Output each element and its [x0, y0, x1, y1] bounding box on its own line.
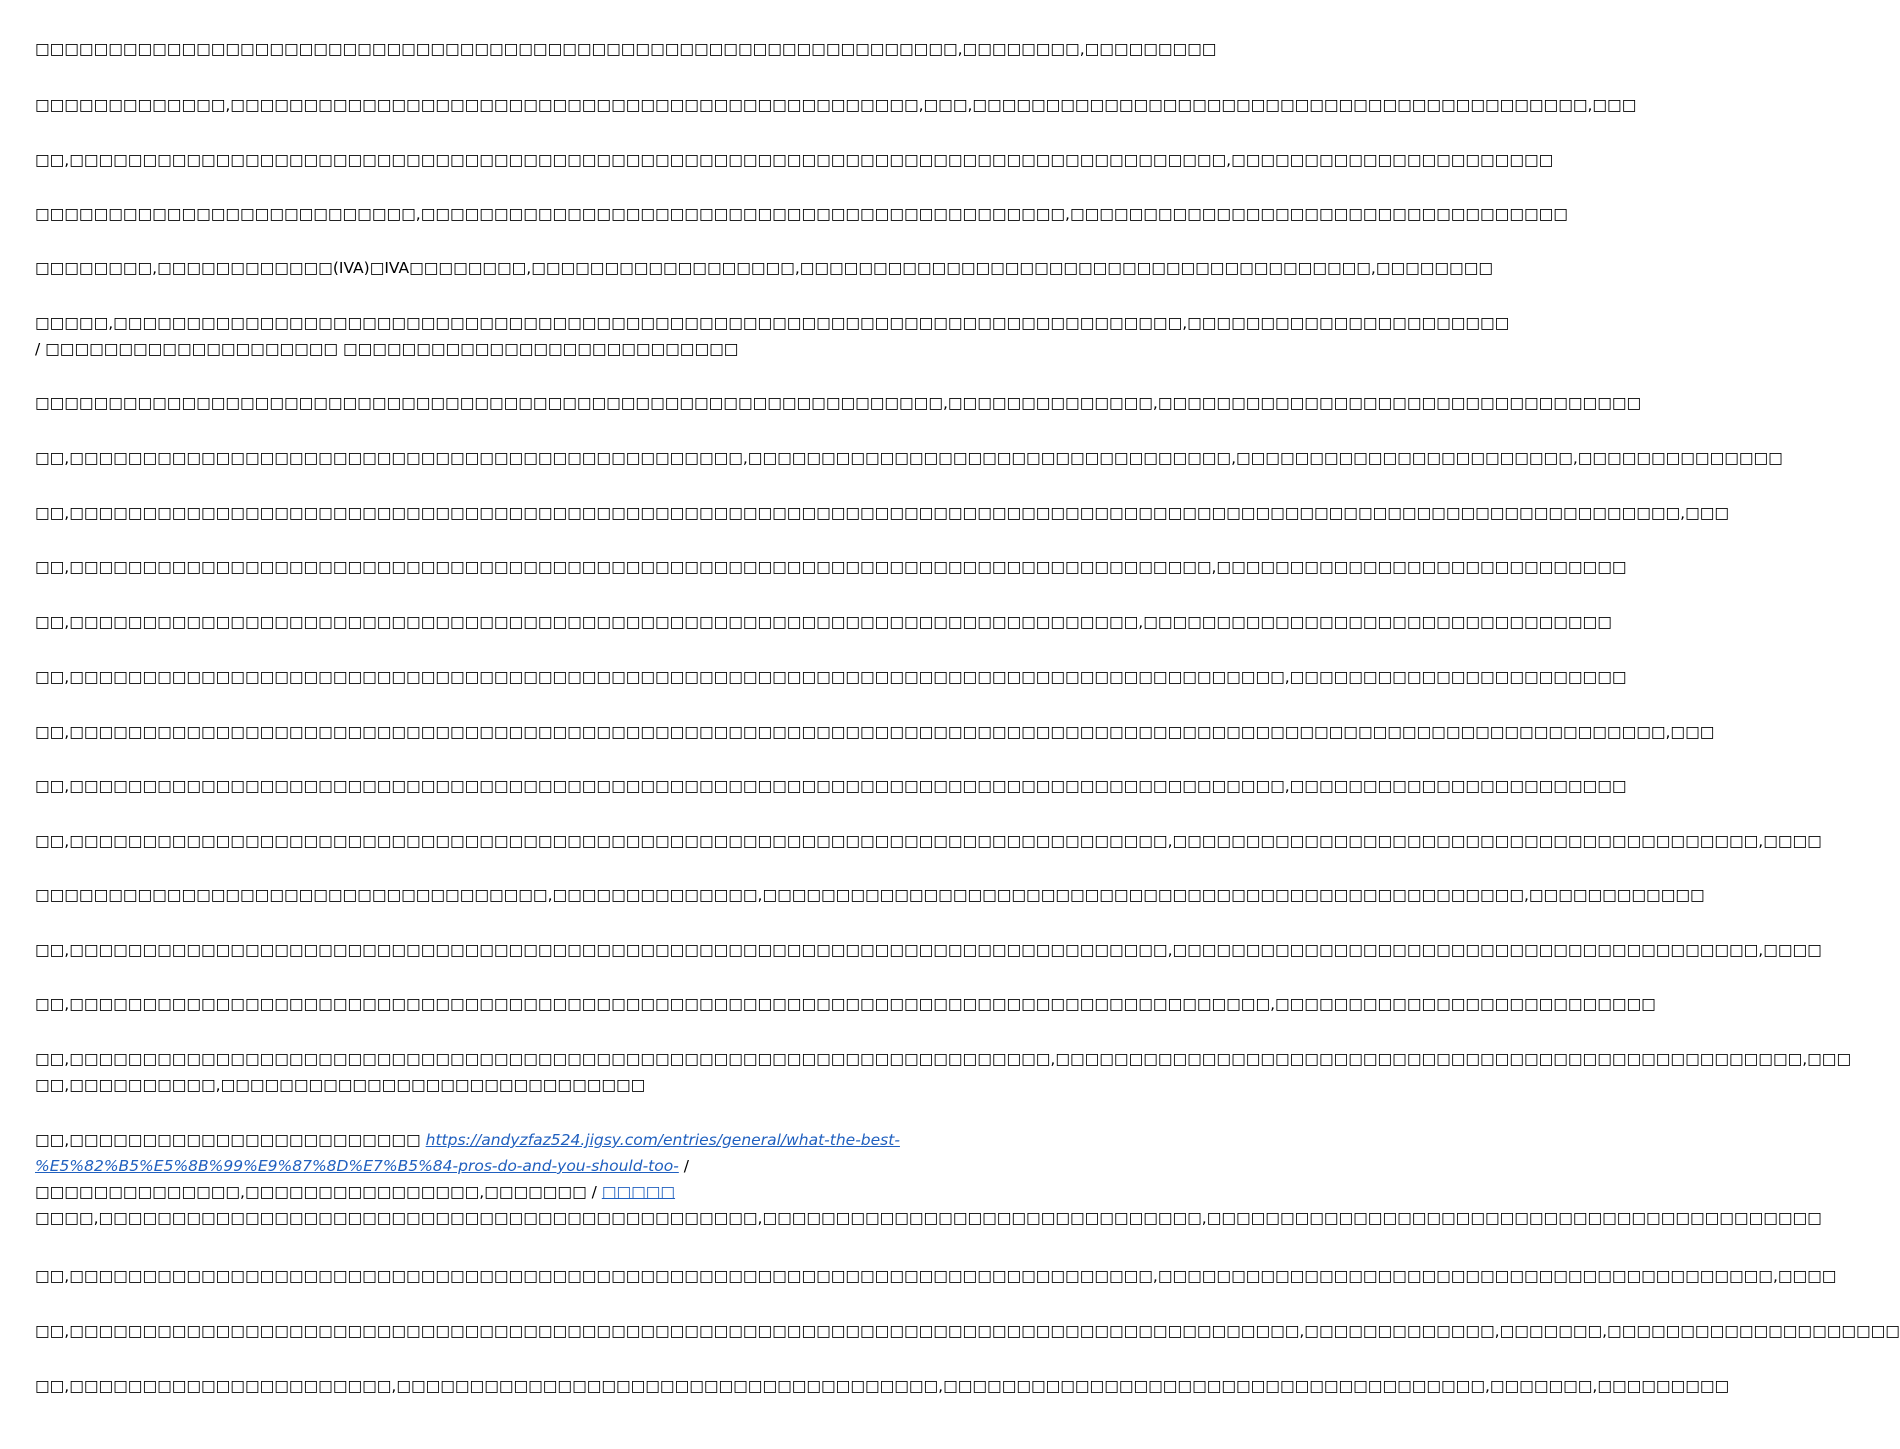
- paragraph: □□,□□□□□□□□□□□□□□□□□□□□□□,□□□□□□□□□□□□□□□□□□□□□□□□□□□□□□□□□□□□□,□□□□□□□□□□□□□□□□□□□□□□□□□□□□□□□□□□□□□,□□□□□□□,□□□□□□□□□: [35, 1377, 1730, 1395]
- paragraph: □□□□□□□□,□□□□□□□□□□□□(IVA)□IVA□□□□□□□□,□□□□□□□□□□□□□□□□□□,□□□□□□□□□□□□□□□□□□□□□□□□□□□□□□□□□□□□□□□,□□□□□□□□: [35, 259, 1493, 277]
- paragraph: □□□□□,□□□□□□□□□□□□□□□□□□□□□□□□□□□□□□□□□□□□□□□□□□□□□□□□□□□□□□□□□□□□□□□□□□□□□□□□□,□□□□□□□□□□□□□□□□□□□□□□: [35, 314, 1510, 332]
- paragraph: □□,□□□□□□□□□□□□□□□□□□□□□□□□□□□□□□□□□□□□□□□□□□□□□□□□□□□□□□□□□□□□□□□□□□□□□□□□□□□□□□□,□□□□□□□□□□□□□□□□□□□□□□: [35, 151, 1554, 169]
- external-link[interactable]: %E5%82%B5%E5%8B%99%E9%87%8D%E7%B5%84-pros-do-and-you-should-too-: [35, 1157, 679, 1175]
- paragraph: □□□□□□□□□□□□□□□□□□□□□□□□□□□□□□□□□□□□□□□□□□□□□□□□□□□□□□□□□□□□□□□,□□□□□□□□,□□□□□□□□□: [35, 40, 1217, 58]
- paragraph: □□,□□□□□□□□□□□□□□□□□□□□□□□□□□□□□□□□□□□□□□□□□□□□□□□□□□□□□□□□□□□□□□□□□□□□□□□□□□□□□□□□□□□□□□□□□□□□□□□□□□□□□□□□□□□□□□,□□□: [35, 504, 1730, 522]
- paragraph: □□□□,□□□□□□□□□□□□□□□□□□□□□□□□□□□□□□□□□□□□□□□□□□□□□,□□□□□□□□□□□□□□□□□□□□□□□□□□□□□□,□□□□□□□□□□□□□□□□□□□□□□□□□□□□□□□□□□□□□□□□□□: [35, 1209, 1822, 1227]
- paragraph-with-link: [35, 1179, 990, 1205]
- external-link[interactable]: https://andyzfaz524.jigsy.com/entries/general/what-the-best-: [425, 1131, 900, 1149]
- paragraph: □□,□□□□□□□□□□□□□□□□□□□□□□□□□□□□□□□□□□□□□□□□□□□□□□□□□□□□□□□□□□□□□□□□□□□□□□□□□□□,□□□□□□□□□□□□□□□□□□□□□□□□□□□□□□□□□□□□□□□□,□□□□: [35, 832, 1822, 850]
- paragraph-with-link: [35, 1127, 990, 1153]
- paragraph: □□,□□□□□□□□□□□□□□□□□□□□□□□□□□□□□□□□□□□□□□□□□□□□□□□□□□□□□□□□□□□□□□□□□□□□□□□□□□□□□□□□□□,□□□□□□□□□□□□□□□□□□□□□□□□□□: [35, 995, 1656, 1013]
- paragraph: □□,□□□□□□□□□□□□□□□□□□□□□□□□□□□□□□□□□□□□□□□□□□□□□□□□□□□□□□□□□□□□□□□□□□□□□□□□□,□□□□□□□□□□□□□□□□□□□□□□□□□□□□□□□□: [35, 613, 1612, 631]
- paragraph: □□,□□□□□□□□□□□□□□□□□□□□□□□□□□□□□□□□□□□□□□□□□□□□□□,□□□□□□□□□□□□□□□□□□□□□□□□□□□□□□□□□,□□□□□□□□□□□□□□□□□□□□□□□,□□□□□□□□□□□□□□: [35, 449, 1783, 467]
- paragraph: □□□□□□□□□□□□□□□□□□□□□□□□□□□□□□□□□□□□□□□□□□□□□□□□□□□□□□□□□□□□□□,□□□□□□□□□□□□□□,□□□□□□□□□□□□□□□□□□□□□□□□□□□□□□□□□: [35, 394, 1642, 412]
- paragraph: □□,□□□□□□□□□□□□□□□□□□□□□□□□□□□□□□□□□□□□□□□□□□□□□□□□□□□□□□□□□□□□□□□□□□□□□□□□□□□,□□□□□□□□□□□□□□□□□□□□□□□□□□□□□□□□□□□□□□□□,□□□□: [35, 941, 1822, 959]
- paragraph: □□□□□□□□□□□□□□□□□□□□□□□□□□,□□□□□□□□□□□□□□□□□□□□□□□□□□□□□□□□□□□□□□□□□□□□,□□□□□□□□□□□□□□□□□□□□□□□□□□□□□□□□□□: [35, 205, 1568, 223]
- paragraph: □□,□□□□□□□□□□□□□□□□□□□□□□□□□□□□□□□□□□□□□□□□□□□□□□□□□□□□□□□□□□□□□□□□□□□,□□□□□□□□□□□□□□□□□□□□□□□□□□□□□□□□□□□□□□□□□□□□□□□□□□□,□□□: [35, 1050, 1852, 1068]
- paragraph: □□,□□□□□□□□□□□□□□□□□□□□□□□□□□□□□□□□□□□□□□□□□□□□□□□□□□□□□□□□□□□□□□□□□□□□□□□□□□□□□□□□□□□,□□□□□□□□□□□□□□□□□□□□□□□: [35, 777, 1627, 795]
- paragraph: □□,□□□□□□□□□□,□□□□□□□□□□□□□□□□□□□□□□□□□□□□□: [35, 1076, 646, 1094]
- paragraph: / □□□□□□□□□□□□□□□□□□□□ □□□□□□□□□□□□□□□□□□□□□□□□□□□: [35, 340, 739, 358]
- paragraph: □□,□□□□□□□□□□□□□□□□□□□□□□□□□□□□□□□□□□□□□□□□□□□□□□□□□□□□□□□□□□□□□□□□□□□□□□□□□□,□□□□□□□□□□□□□□□□□□□□□□□□□□□□□□□□□□□□□□□□□□,□□□□: [35, 1267, 1837, 1285]
- paragraph-with-link: [35, 1153, 990, 1179]
- paragraph-text: □□□□□□□□□□□□□□,□□□□□□□□□□□□□□□□,□□□□□□□ /: [35, 1183, 597, 1201]
- link-separator: /: [678, 1157, 689, 1175]
- paragraph: □□□□□□□□□□□□□□□□□□□□□□□□□□□□□□□□□□□,□□□□□□□□□□□□□□,□□□□□□□□□□□□□□□□□□□□□□□□□□□□□□□□□□□□□□□□□□□□□□□□□□□□,□□□□□□□□□□□□: [35, 886, 1705, 904]
- paragraph: □□□□□□□□□□□□□,□□□□□□□□□□□□□□□□□□□□□□□□□□□□□□□□□□□□□□□□□□□□□□□,□□□,□□□□□□□□□□□□□□□□□□□□□□□□□□□□□□□□□□□□□□□□□□,□□□: [35, 96, 1637, 114]
- paragraph: □□,□□□□□□□□□□□□□□□□□□□□□□□□□□□□□□□□□□□□□□□□□□□□□□□□□□□□□□□□□□□□□□□□□□□□□□□□□□□□□□□□□□□□,□□□□□□□□□□□□□,□□□□□□□,□□□□□□□□□□□□□□□□□□□□: [35, 1322, 1900, 1340]
- inline-link[interactable]: □□□□□: [601, 1183, 676, 1201]
- paragraph: □□,□□□□□□□□□□□□□□□□□□□□□□□□□□□□□□□□□□□□□□□□□□□□□□□□□□□□□□□□□□□□□□□□□□□□□□□□□□□□□□,□□□□□□□□□□□□□□□□□□□□□□□□□□□□: [35, 558, 1627, 576]
- paragraph: □□,□□□□□□□□□□□□□□□□□□□□□□□□□□□□□□□□□□□□□□□□□□□□□□□□□□□□□□□□□□□□□□□□□□□□□□□□□□□□□□□□□□□,□□□□□□□□□□□□□□□□□□□□□□□: [35, 668, 1627, 686]
- paragraph: □□,□□□□□□□□□□□□□□□□□□□□□□□□□□□□□□□□□□□□□□□□□□□□□□□□□□□□□□□□□□□□□□□□□□□□□□□□□□□□□□□□□□□□□□□□□□□□□□□□□□□□□□□□□□□□□,□□□: [35, 723, 1715, 741]
- paragraph-text: □□,□□□□□□□□□□□□□□□□□□□□□□□□: [35, 1131, 421, 1149]
